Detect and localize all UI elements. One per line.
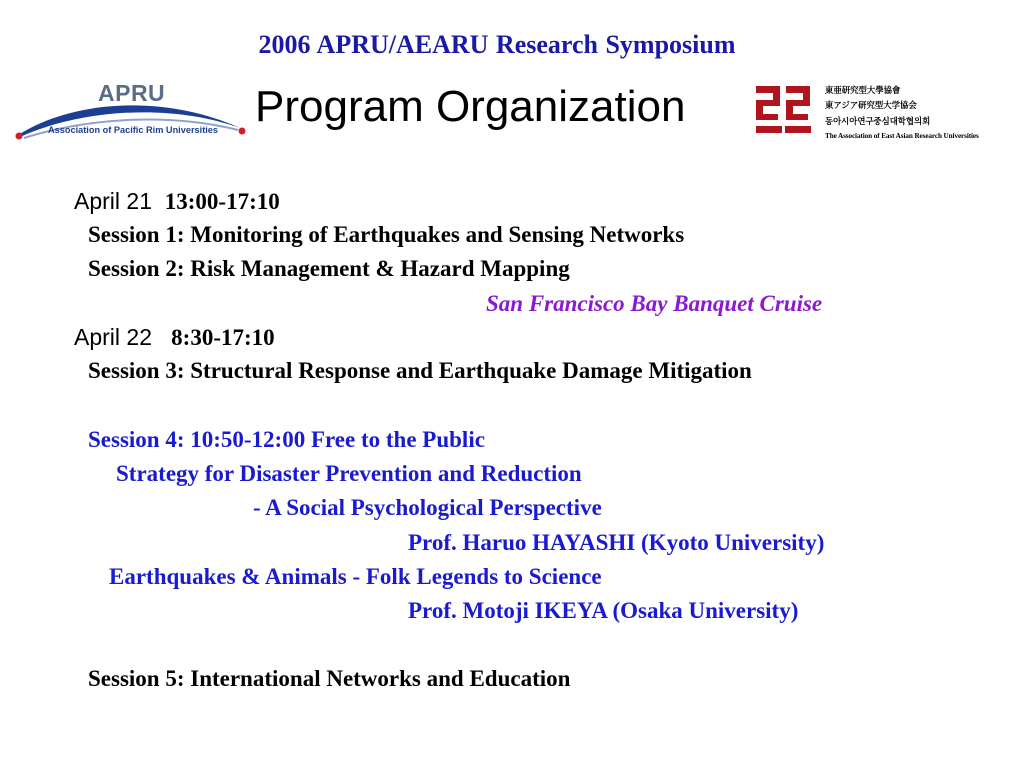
session4-heading: Session 4: 10:50-12:00 Free to the Public (88, 427, 485, 452)
day2-time: 8:30-17:10 (171, 325, 275, 350)
session5: Session 5: International Networks and Education (88, 666, 571, 691)
day1-date: April 21 (74, 188, 152, 214)
session2: Session 2: Risk Management & Hazard Mapping (88, 256, 570, 281)
talk1-subtitle: - A Social Psychological Perspective (253, 495, 602, 520)
aearu-name-japanese: 東アジア研究型大学協会 (825, 101, 917, 111)
aearu-names (825, 83, 979, 145)
talk1-title: Strategy for Disaster Prevention and Reduction (116, 461, 582, 486)
day2-date: April 22 (74, 324, 152, 350)
day2-date-line (74, 323, 275, 352)
aearu-name-english: The Association of East Asian Research Universities (825, 132, 979, 141)
apru-logo-subtext: Association of Pacific Rim Universities (48, 125, 219, 135)
aearu-name-korean: 동아시아연구중심대학협의회 (825, 116, 931, 126)
symposium-title: 2006 APRU/AEARU Research Symposium (258, 30, 736, 59)
talk2-speaker: Prof. Motoji IKEYA (Osaka University) (408, 598, 799, 623)
apru-logo (14, 78, 248, 144)
aearu-name-chinese: 東亜研究型大學協會 (825, 86, 901, 95)
day1-date-line (74, 187, 280, 216)
apru-logo-text: APRU (98, 80, 166, 106)
session3: Session 3: Structural Response and Earthquake Damage Mitigation (88, 358, 752, 383)
banquet-cruise: San Francisco Bay Banquet Cruise (486, 291, 823, 316)
day1-time: 13:00-17:10 (164, 189, 280, 214)
talk2-title: Earthquakes & Animals - Folk Legends to Science (109, 564, 602, 589)
aearu-emblem-icon (754, 82, 814, 138)
talk1-speaker: Prof. Haruo HAYASHI (Kyoto University) (408, 530, 825, 555)
page-title: Program Organization (255, 82, 686, 131)
session1: Session 1: Monitoring of Earthquakes and Sensing Networks (88, 222, 685, 247)
